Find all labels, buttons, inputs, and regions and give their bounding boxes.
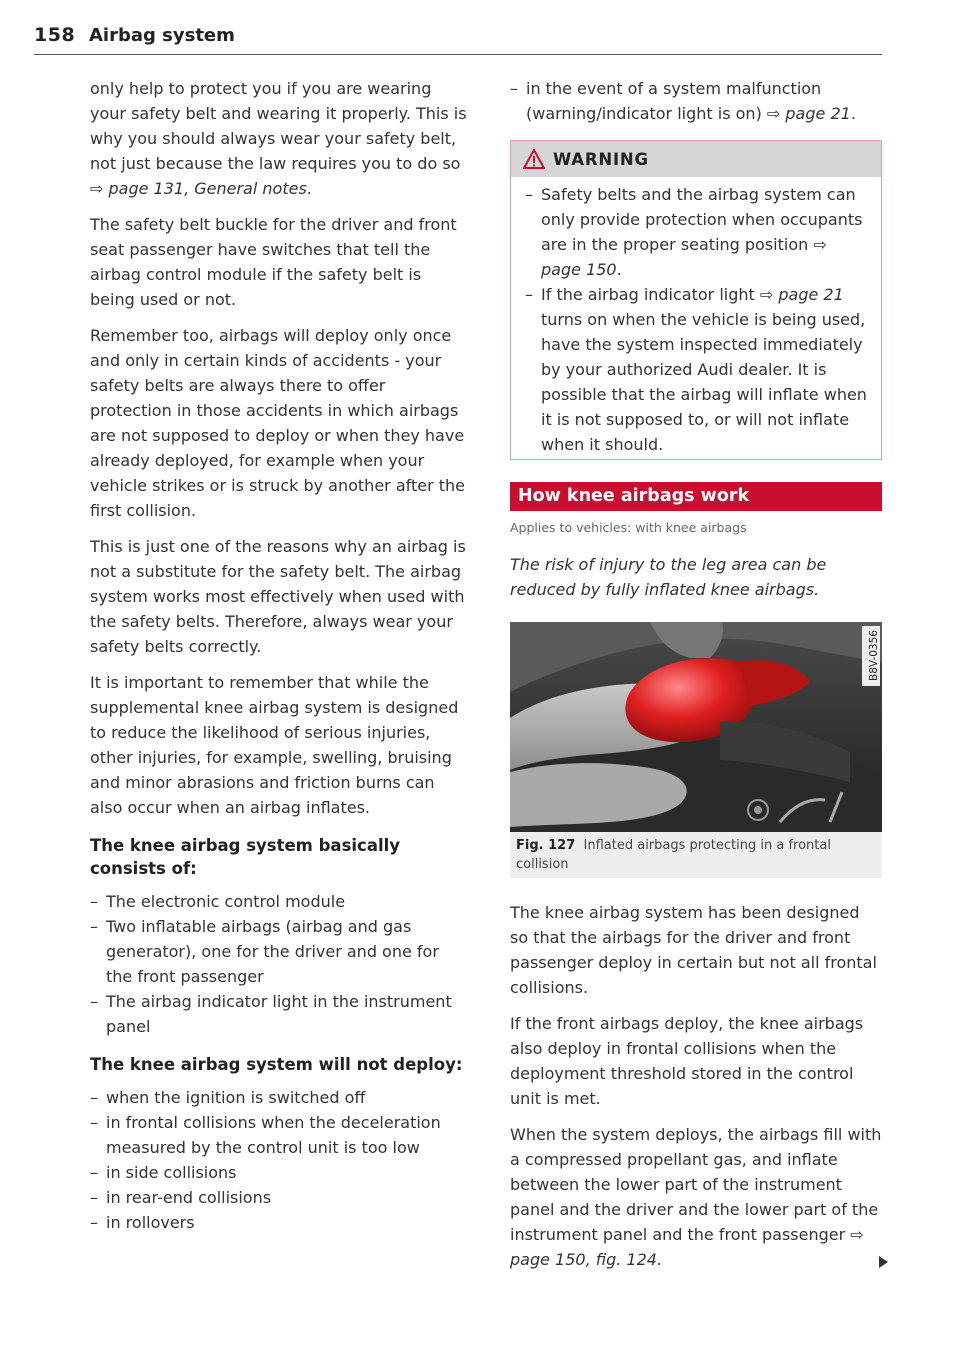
page-reference[interactable]: ⇨ page 150, fig. 124. xyxy=(510,1225,864,1269)
page-reference[interactable]: ⇨ page 21 xyxy=(766,104,851,123)
intro-text: The risk of injury to the leg area can be reduced by fully inflated knee airbags. xyxy=(510,555,827,599)
figure-code: B8V-0356 xyxy=(862,626,880,686)
list-item: – in rear-end collisions xyxy=(90,1188,272,1207)
list-item: – in the event of a system malfunction (warning/indicator light is on) ⇨ page 21. xyxy=(510,79,856,123)
page-reference[interactable]: ⇨ page 21 xyxy=(759,285,844,304)
page-number: 158 xyxy=(34,24,76,46)
section-title: Airbag system xyxy=(89,25,235,46)
list-item: – in rollovers xyxy=(90,1213,195,1232)
warning-header xyxy=(511,141,881,177)
warning-box xyxy=(510,140,882,460)
paragraph: The knee airbag system has been designed so that the airbags for the driver and front passenger deploy in certain but not all frontal collisions. xyxy=(510,903,877,997)
subheading-consists: The knee airbag system basically consists of: xyxy=(90,836,401,878)
right-column xyxy=(510,76,882,1283)
paragraph: It is important to remember that while the supplemental knee airbag system is designed to reduce the likelihood of serious injuries, other injuries, for example, swelling, bruising and minor abrasions and friction burns can also occur when an airbag inflates. xyxy=(90,673,459,817)
page-reference[interactable]: ⇨ page 131, General notes xyxy=(90,179,307,198)
not-deploy-list xyxy=(90,1085,468,1235)
figure-caption: Fig. 127 Inflated airbags protecting in a frontal collision xyxy=(510,832,882,878)
continue-arrow-icon xyxy=(879,1256,888,1268)
paragraph: only help to protect you if you are wearing your safety belt and wearing it properly. This is why you should always wear your safety belt, not just because the law requires you to do so ⇨ page 131, General notes. xyxy=(90,79,467,198)
consists-list xyxy=(90,889,468,1039)
warning-title: WARNING xyxy=(553,149,649,169)
subheading-not-deploy: The knee airbag system will not deploy: xyxy=(90,1055,463,1074)
paragraph: When the system deploys, the airbags fill with a compressed propellant gas, and inflate between the lower part of the instrument panel and the driver and the lower part of the instrument panel and the front passenger ⇨ page 150, fig. 124. xyxy=(510,1122,882,1272)
list-item: – in side collisions xyxy=(90,1163,237,1182)
applies-to: Applies to vehicles: with knee airbags xyxy=(510,520,747,535)
list-item: – when the ignition is switched off xyxy=(90,1088,366,1107)
left-column xyxy=(90,76,468,1245)
figure-label: Fig. 127 xyxy=(516,838,576,853)
page-header xyxy=(34,24,882,55)
list-item: – The airbag indicator light in the instrument panel xyxy=(90,992,452,1036)
page-reference[interactable]: ⇨ page 150 xyxy=(541,235,827,279)
warning-body xyxy=(511,177,881,459)
list-item: – Two inflatable airbags (airbag and gas generator), one for the driver and one for the front passenger xyxy=(90,917,439,986)
section-heading-bar: How knee airbags work xyxy=(510,482,882,511)
warning-item: – If the airbag indicator light ⇨ page 21 turns on when the vehicle is being used, have the system inspected immediately by your authorized Audi dealer. It is possible that the airbag will inflate when it is not supposed to, or will not inflate when it should. xyxy=(525,285,867,454)
paragraph: If the front airbags deploy, the knee airbags also deploy in frontal collisions when the deployment threshold stored in the control unit is met. xyxy=(510,1014,864,1108)
list-item: – in frontal collisions when the deceleration measured by the control unit is too low xyxy=(90,1113,441,1157)
continued-list xyxy=(510,76,882,126)
figure-knee-airbag xyxy=(510,622,882,832)
knee-airbag-illustration xyxy=(510,622,882,832)
list-item: – The electronic control module xyxy=(90,892,346,911)
warning-triangle-icon xyxy=(523,149,545,169)
paragraph: Remember too, airbags will deploy only once and only in certain kinds of accidents - your safety belts are always there to offer protection in those accidents in which airbags are not supposed to deploy or when they have already deployed, for example when your vehicle strikes or is struck by another after the first collision. xyxy=(90,326,466,520)
paragraph: This is just one of the reasons why an airbag is not a substitute for the safety belt. The airbag system works most effectively when used with the safety belts. Therefore, always wear your safety belts correctly. xyxy=(90,537,466,656)
paragraph: The safety belt buckle for the driver and front seat passenger have switches that tell the airbag control module if the safety belt is being used or not. xyxy=(90,215,457,309)
warning-item: – Safety belts and the airbag system can only provide protection when occupants are in the proper seating position ⇨ page 150. xyxy=(525,185,863,279)
